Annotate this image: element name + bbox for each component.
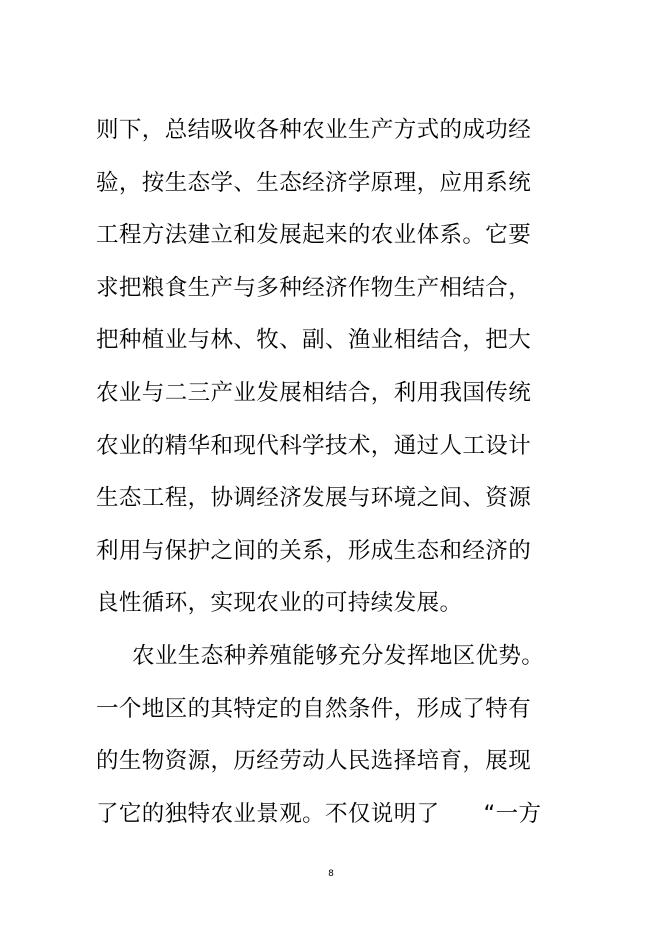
text-line-last-end: “一方	[483, 800, 542, 827]
text-line-last	[96, 788, 566, 841]
page-number: 8	[328, 869, 334, 879]
paragraph-start-line: 农业生态种养殖能够充分发挥地区优势。	[132, 642, 545, 669]
text-line: 验，按生态学、生态经济学原理，应用系统	[96, 169, 532, 196]
text-line: 工程方法建立和发展起来的农业体系。它要	[96, 222, 532, 249]
text-line: 求把粮食生产与多种经济作物生产相结合，	[96, 274, 532, 301]
text-line-last-start: 了它的独特农业景观。不仅说明了	[96, 800, 440, 827]
text-line: 把种植业与林、牧、副、渔业相结合，把大	[96, 327, 532, 354]
text-line: 农业的精华和现代科学技术，通过人工设计	[96, 432, 532, 459]
text-line: 生态工程，协调经济发展与环境之间、资源	[96, 485, 532, 512]
text-line: 的生物资源，历经劳动人民选择培育，展现	[96, 748, 532, 775]
body-text	[96, 104, 566, 840]
text-line: 一个地区的其特定的自然条件，形成了特有	[96, 695, 532, 722]
text-line: 利用与保护之间的关系，形成生态和经济的	[96, 537, 532, 564]
text-line: 良性循环，实现农业的可持续发展。	[96, 590, 463, 617]
text-line: 农业与二三产业发展相结合，利用我国传统	[96, 379, 532, 406]
text-line: 则下，总结吸收各种农业生产方式的成功经	[96, 117, 532, 143]
